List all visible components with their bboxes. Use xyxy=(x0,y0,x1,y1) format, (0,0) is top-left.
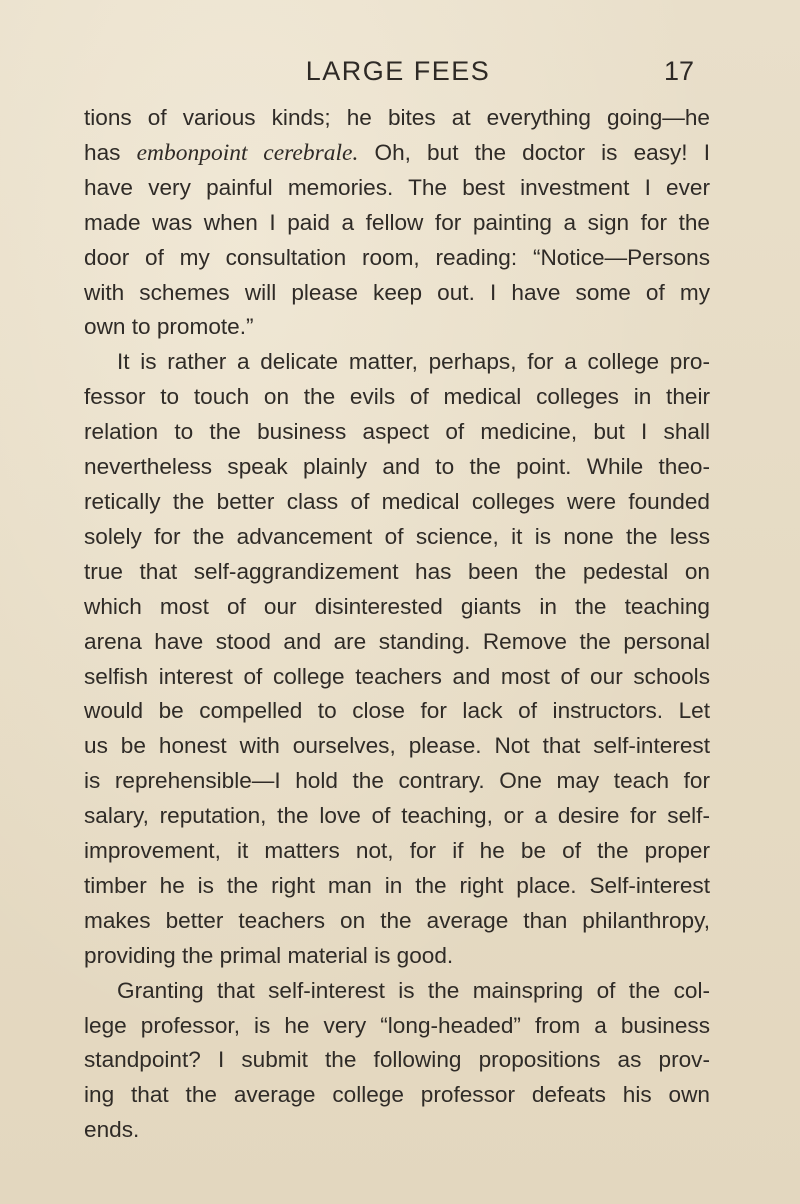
page-number: 17 xyxy=(663,56,694,86)
text-line: own to promote.” xyxy=(84,314,254,340)
text-line: nevertheless speak plainly and to the point. While theo- xyxy=(84,454,710,480)
text-line: made was when I paid a fellow for painting a sign for the xyxy=(84,209,710,235)
text-line: retically the better class of medical colleges were founded xyxy=(84,488,710,514)
running-head xyxy=(94,52,694,92)
text-line: fessor to touch on the evils of medical colleges in their xyxy=(84,384,710,410)
text-line: us be honest with ourselves, please. Not that self-interest xyxy=(84,733,710,759)
text-line: true that self-aggrandizement has been the pedestal on xyxy=(84,558,710,584)
italic-phrase: embonpoint cerebrale. xyxy=(136,139,359,166)
text-line: salary, reputation, the love of teaching, or a desire for self- xyxy=(84,803,710,829)
text-line: would be compelled to close for lack of instructors. Let xyxy=(84,698,710,724)
text-line: ing that the average college professor defeats his own xyxy=(84,1082,710,1108)
text-line: ends. xyxy=(84,1117,140,1143)
text-line: It is rather a delicate matter, perhaps, for a college pro- xyxy=(117,349,710,375)
text-line: arena have stood and are standing. Remove the personal xyxy=(84,628,710,654)
running-title: LARGE FEES xyxy=(305,56,491,86)
text-line: improvement, it matters not, for if he be of the proper xyxy=(84,838,710,864)
text-line: relation to the business aspect of medicine, but I shall xyxy=(84,419,710,445)
text-line: have very painful memories. The best investment I ever xyxy=(84,174,710,200)
body-text xyxy=(84,101,710,1148)
text-line: providing the primal material is good. xyxy=(84,942,454,968)
text-line: Granting that self-interest is the mainspring of the col- xyxy=(117,977,710,1003)
text-line: selfish interest of college teachers and most of our schools xyxy=(84,663,710,689)
text-segment: has xyxy=(84,139,121,165)
text-line: with schemes will please keep out. I have some of my xyxy=(84,279,710,305)
text-line: solely for the advancement of science, it is none the less xyxy=(84,523,710,549)
text-line: door of my consultation room, reading: “Notice—Persons xyxy=(84,244,710,270)
text-line: timber he is the right man in the right place. Self-interest xyxy=(84,872,710,898)
text-line: lege professor, is he very “long-headed” from a business xyxy=(84,1012,710,1038)
text-segment: Oh, but the doctor is easy! I xyxy=(374,139,710,165)
text-line: tions of various kinds; he bites at everything going—he xyxy=(84,105,710,130)
text-line: makes better teachers on the average than philanthropy, xyxy=(84,907,710,933)
text-line: which most of our disinterested giants in the teaching xyxy=(84,593,710,619)
text-line: is reprehensible—I hold the contrary. One may teach for xyxy=(84,768,710,794)
text-line xyxy=(84,136,710,171)
text-line: standpoint? I submit the following propositions as prov- xyxy=(84,1047,710,1073)
